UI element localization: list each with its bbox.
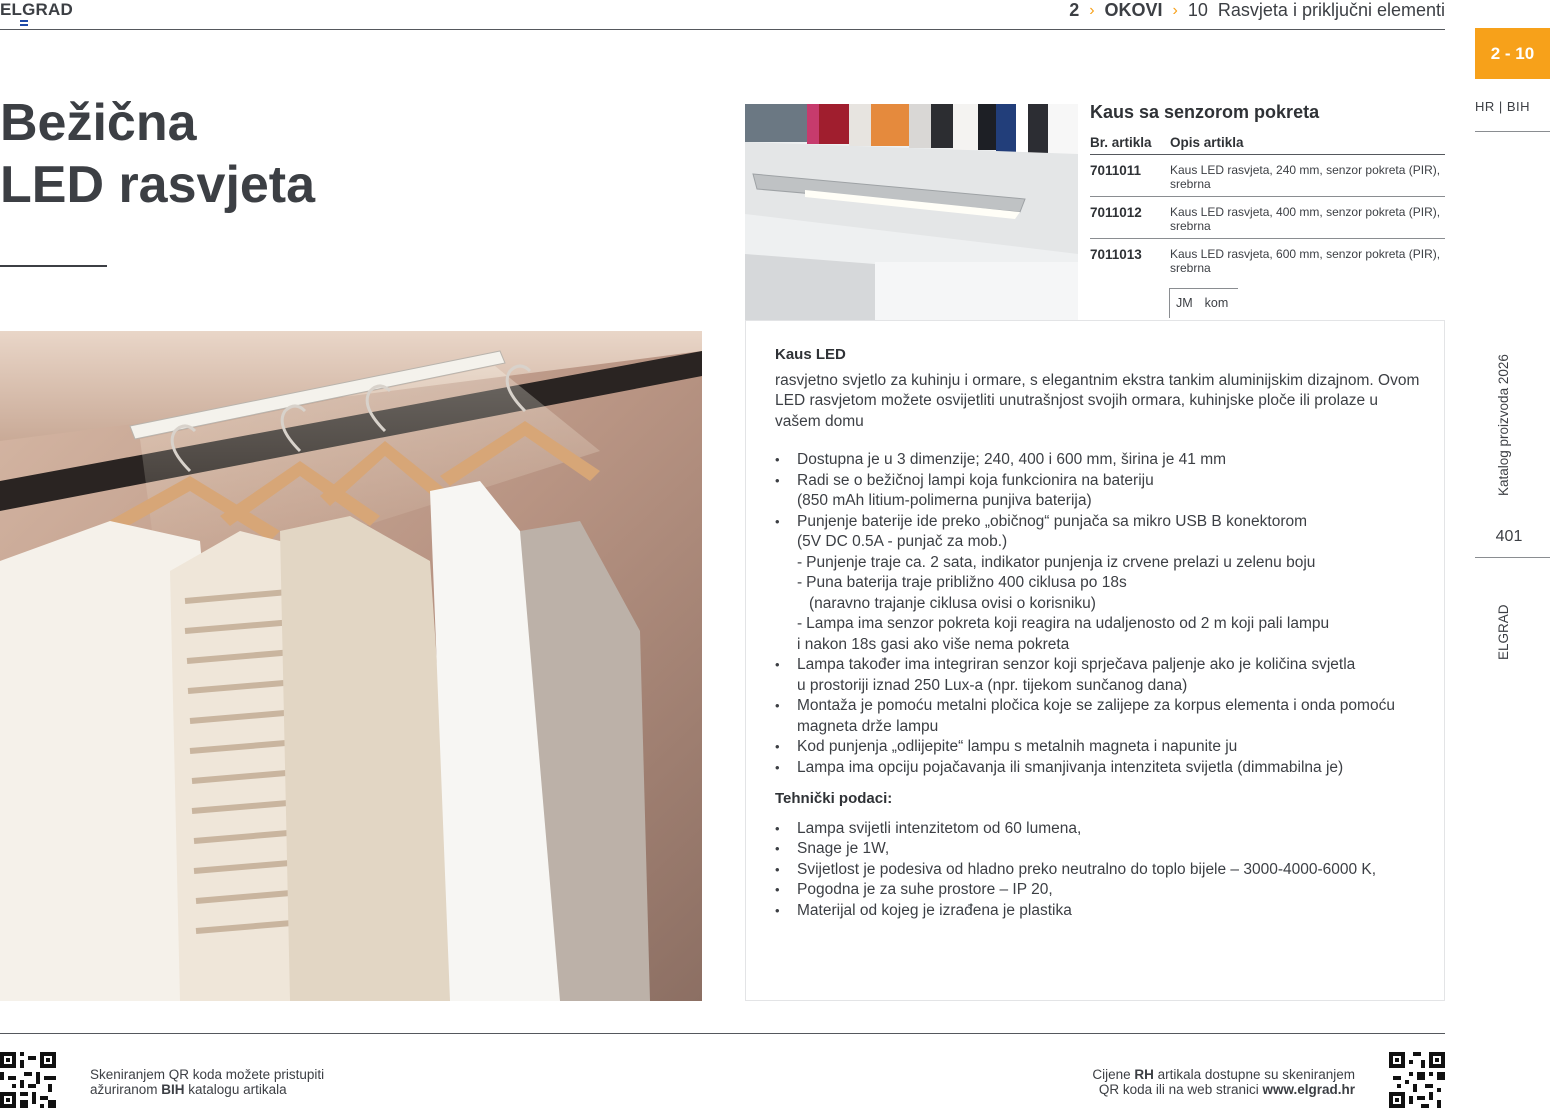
unit-box — [1169, 288, 1238, 318]
list-item: • Montaža je pomoću metalni pločica koje se zalijepe za korpus elementa i onda pomoću — [775, 696, 1425, 717]
list-item-continuation: u prostoriji iznad 250 Lux-a (npr. tijekom sunčanog dana) — [797, 676, 1188, 694]
sub-list-item-text: Lampa ima senzor pokreta koji reagira na udaljenosto od 2 m koji pali lampu — [806, 615, 1330, 632]
description-intro: rasvjetno svjetlo za kuhinju i ormare, s elegantnim ekstra tankim aluminijskim dizajnom. Ovom LED rasvjetom možete osvijetliti unutrašnjost svojih ormara, kuhinjske ploče ili prolaze u vašem domu — [775, 371, 1420, 430]
footer-text: Cijene — [1092, 1067, 1135, 1082]
shelf-photo — [745, 104, 1078, 320]
unit-value: kom — [1204, 296, 1229, 310]
article-number: 7011012 — [1090, 205, 1142, 220]
chevron-right-icon: › — [1089, 1, 1095, 19]
list-item: • Materijal od kojeg je izrađena je plastika — [775, 901, 1425, 922]
website-link[interactable]: www.elgrad.hr — [1262, 1082, 1355, 1097]
footer-left-text — [90, 1067, 324, 1097]
section-tab[interactable]: 2 - 10 — [1475, 28, 1550, 79]
footer-text: QR koda ili na web stranici — [1098, 1082, 1263, 1097]
wardrobe-photo — [0, 331, 702, 1001]
sub-list-item-text: Puna baterija traje približno 400 ciklusa po 18s — [806, 574, 1127, 591]
header-divider — [0, 29, 1445, 30]
list-item: • Svijetlost je podesiva od hladno preko neutralno do toplo bijele – 3000-4000-6000 K, — [775, 860, 1425, 881]
list-item-continuation: magneta drže lampu — [797, 717, 939, 735]
list-item-continuation: (5V DC 0.5A - punjač za mob.) — [797, 533, 1008, 550]
footer-text: artikala dostupne su skeniranjem — [1153, 1067, 1355, 1082]
chevron-right-icon: › — [1172, 1, 1178, 19]
product-table-title: Kaus sa senzorom pokreta — [1090, 102, 1320, 122]
brand-vertical: ELGRAD — [1496, 604, 1511, 660]
footer-left-line2 — [90, 1082, 324, 1097]
footer-left-line1: Skeniranjem QR koda možete pristupiti — [90, 1067, 325, 1082]
footer-text-bold: BIH — [161, 1082, 185, 1097]
breadcrumb-chapter-label[interactable]: OKOVI — [1104, 0, 1163, 20]
list-item: • Lampa ima opciju pojačavanja ili smanjivanja intenziteta svijetla (dimmabilna je) — [775, 758, 1425, 779]
page-title-line1: Bežična — [0, 94, 197, 152]
list-item: • Pogodna je za suhe prostore – IP 20, — [775, 880, 1425, 901]
article-number: 7011013 — [1090, 247, 1142, 262]
tech-list — [775, 819, 1425, 922]
rail-divider — [1475, 557, 1550, 558]
list-item: • Dostupna je u 3 dimenzije; 240, 400 i 600 mm, širina je 41 mm — [775, 450, 1425, 471]
description-heading: Kaus LED — [775, 346, 846, 363]
feature-list — [775, 450, 1425, 778]
page-title — [0, 92, 315, 216]
footer-right-text — [1092, 1067, 1355, 1097]
sub-list-item-text: Punjenje traje ca. 2 sata, indikator punjenja iz crvene prelazi u zelenu boju — [806, 553, 1316, 571]
footer-divider — [0, 1033, 1445, 1034]
article-number: 7011011 — [1090, 163, 1142, 178]
page-number: 401 — [1495, 528, 1523, 545]
tech-heading: Tehnički podaci: — [775, 790, 893, 807]
column-header-description: Opis artikla — [1170, 134, 1244, 150]
breadcrumb-section-number: 10 — [1187, 0, 1208, 20]
language-label: HR | BIH — [1475, 99, 1531, 114]
qr-code-icon[interactable] — [0, 1052, 56, 1108]
article-description: Kaus LED rasvjeta, 400 mm, senzor pokreta (PIR), srebrna — [1170, 205, 1441, 233]
list-item: • Kod punjenja „odlijepite“ lampu s metalnih magneta i napunite ju — [775, 737, 1425, 758]
list-item-continuation: (850 mAh litium-polimerna punjiva baterija) — [797, 492, 1092, 509]
sub-list-item: - Punjenje traje ca. 2 sata, indikator punjenja iz crvene prelazi u zelenu boju — [797, 553, 1316, 571]
footer-right-line2 — [1092, 1082, 1355, 1097]
article-description: Kaus LED rasvjeta, 600 mm, senzor pokreta (PIR), srebrna — [1170, 247, 1441, 275]
flag-icon — [20, 20, 28, 26]
breadcrumb-section-label[interactable]: Rasvjeta i priključni elementi — [1217, 0, 1445, 20]
unit-label: JM — [1176, 296, 1193, 310]
sub-list-item: - Puna baterija traje približno 400 ciklusa po 18s — [797, 574, 1127, 591]
product-table — [1090, 130, 1445, 281]
title-underline — [0, 265, 107, 267]
list-item: • Radi se o bežičnoj lampi koja funkcionira na bateriju — [775, 471, 1425, 492]
table-row — [1090, 197, 1445, 239]
page-title-line2: LED rasvjeta — [0, 156, 316, 214]
footer-text: ažuriranom — [90, 1082, 162, 1097]
rail-divider — [1475, 131, 1550, 132]
table-row — [1090, 155, 1445, 197]
list-item-continuation: (naravno trajanje ciklusa ovisi o korisniku) — [809, 594, 1096, 612]
list-item: • Lampa također ima integriran senzor koji sprječava paljenje ako je količina svjetla — [775, 655, 1425, 676]
sub-list-item: - Lampa ima senzor pokreta koji reagira na udaljenosto od 2 m koji pali lampu — [797, 615, 1330, 632]
footer-right-line1 — [1092, 1067, 1355, 1082]
column-header-article: Br. artikla — [1090, 134, 1152, 150]
list-item: • Snage je 1W, — [775, 839, 1425, 860]
table-row — [1090, 239, 1445, 281]
list-item: • Lampa svijetli intenzitetom od 60 lumena, — [775, 819, 1425, 840]
list-item-continuation: i nakon 18s gasi ako više nema pokreta — [797, 635, 1070, 653]
catalog-label: Katalog proizvoda 2026 — [1496, 354, 1511, 496]
table-header — [1090, 130, 1445, 155]
footer-text: katalogu artikala — [184, 1082, 287, 1097]
qr-code-icon[interactable] — [1389, 1052, 1445, 1108]
list-item: • Punjenje baterije ide preko „običnog“ punjača sa mikro USB B konektorom — [775, 512, 1425, 533]
description-content — [775, 345, 1425, 921]
article-description: Kaus LED rasvjeta, 240 mm, senzor pokreta (PIR), srebrna — [1170, 163, 1441, 191]
brand-logo: ELGRAD — [0, 0, 73, 19]
breadcrumb-chapter-number: 2 — [1069, 0, 1080, 20]
footer-text-bold: RH — [1134, 1067, 1154, 1082]
breadcrumb — [1069, 0, 1445, 21]
